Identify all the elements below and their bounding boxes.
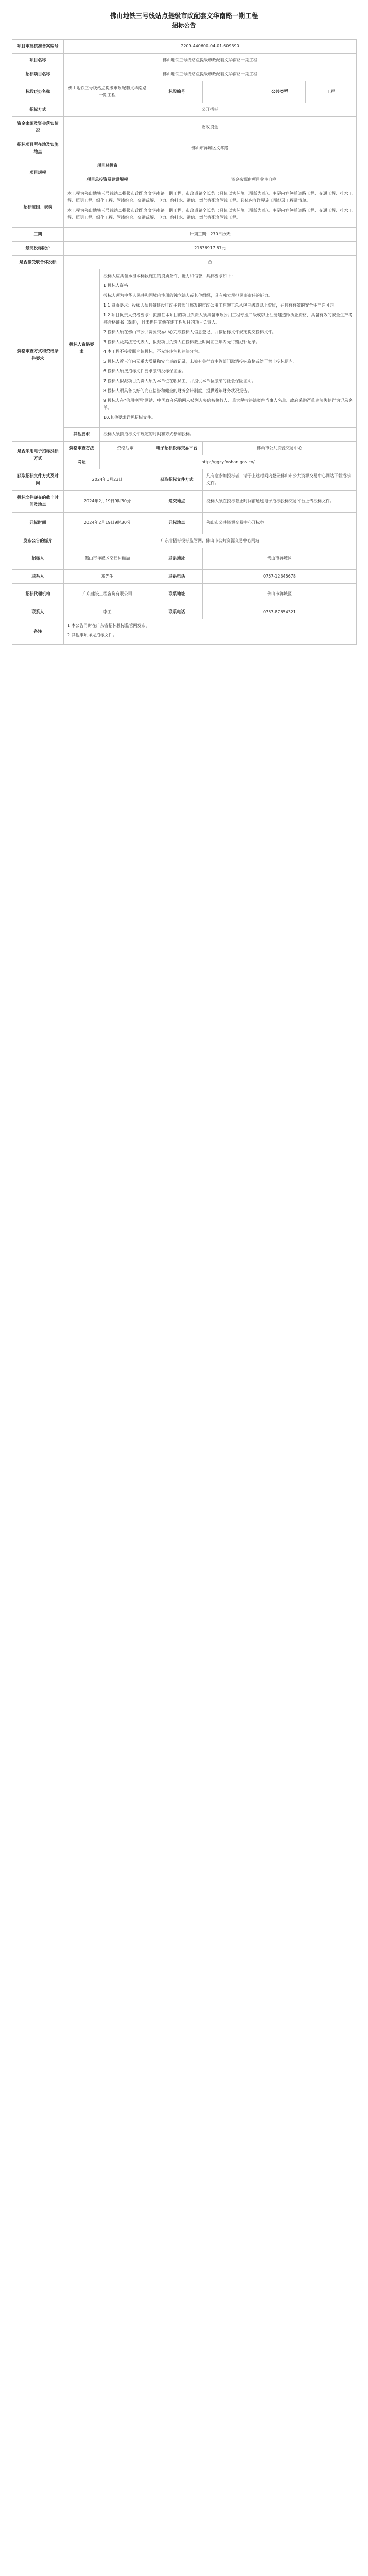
label-deadline-place: 递交地点 bbox=[151, 490, 203, 512]
label-notes: 备注 bbox=[12, 619, 64, 644]
qualification-item: 1.投标人资格： bbox=[103, 283, 132, 288]
value-tenderer: 佛山市禅城区交通运输局 bbox=[64, 548, 151, 569]
qualification-item: 投标人须为中华人民共和国境内注册的独立法人或其他组织，具有独立承担民事责任的能力。 bbox=[103, 293, 272, 298]
label-qualification-sub: 投标人资格要求 bbox=[64, 269, 100, 427]
value-scale-amount bbox=[151, 159, 357, 173]
value-tenderer-addr: 佛山市禅城区 bbox=[203, 548, 357, 569]
label-location: 招标项目所在地及实施地点 bbox=[12, 138, 64, 159]
value-qualification bbox=[100, 269, 357, 427]
value-contact-phone: 0757-12345678 bbox=[203, 569, 357, 583]
row-scale-sub bbox=[12, 173, 357, 187]
label-joint: 是否接受联合体投标 bbox=[12, 255, 64, 269]
label-open-place: 开标地点 bbox=[151, 512, 203, 534]
qualification-item: 1.1 资质要求：投标人须具备建设行政主管部门核发的市政公用工程施工总承包三级或以上资质，并具有有效的安全生产许可证。 bbox=[103, 302, 338, 308]
label-section-code: 标段编号 bbox=[151, 81, 203, 103]
label-bid-name: 招标项目名称 bbox=[12, 67, 64, 81]
row-joint bbox=[12, 255, 357, 269]
value-joint: 否 bbox=[64, 255, 357, 269]
page-title: 佛山地铁三号线站点提级市政配套文华南路一期工程 bbox=[110, 12, 258, 20]
qualification-item: 9.投标人在"信用中国"网站、中国政府采购网未被列入失信被执行人、重大税收违法案件当事人名单、政府采购严重违法失信行为记录名单。 bbox=[103, 398, 353, 410]
value-agent-addr: 佛山市禅城区 bbox=[203, 583, 357, 605]
label-duration: 工期 bbox=[12, 227, 64, 241]
qualification-list bbox=[103, 273, 353, 421]
qualification-item: 4.本工程不接受联合体投标，不允许转包和违法分包。 bbox=[103, 349, 202, 354]
qualification-item: 6.投标人须按招标文件要求缴纳投标保证金。 bbox=[103, 368, 186, 374]
qualification-item: 投标人应具备承担本标段施工的资质条件、能力和信誉，具体要求如下： bbox=[103, 273, 235, 278]
row-contact bbox=[12, 569, 357, 583]
note-item: 2.其他事项详见招标文件。 bbox=[67, 632, 117, 637]
label-agent-contact: 联系人 bbox=[12, 605, 64, 619]
value-agent-contact: 李工 bbox=[64, 605, 151, 619]
scope-text-1: 本工程为佛山地铁三号线站点提级市政配套文华南路一期工程，市政道路全长约（具体以实际施工图纸为准）。主要内容包括道路工程、交通工程、排水工程、照明工程、绿化工程、管线综合、交通疏解、电力、给排水、通信、燃气等配套管线工程。具体内容详见施工图纸及工程量清单。 bbox=[67, 191, 353, 203]
label-contact-phone: 联系电话 bbox=[151, 569, 203, 583]
label-scope: 招标范围、规模 bbox=[12, 187, 64, 227]
value-review-url[interactable]: http://ggzy.foshan.gov.cn/ bbox=[100, 455, 357, 469]
row-review bbox=[12, 441, 357, 455]
value-other-req: 投标人须按招标文件规定的时间和方式参加投标。 bbox=[100, 427, 357, 441]
label-scale: 项目规模 bbox=[12, 159, 64, 187]
value-limit-price: 21636917.67元 bbox=[64, 241, 357, 255]
label-agent-addr: 联系地址 bbox=[151, 583, 203, 605]
value-publish: 广东省招标投标监管网、佛山市公共资源交易中心网站 bbox=[64, 534, 357, 548]
row-bid-name bbox=[12, 67, 357, 81]
label-bid-doc-method: 获取招标文件方式 bbox=[151, 469, 203, 490]
scope-text-2: 本工程为佛山地铁三号线站点提级市政配套文华南路一期工程，市政道路全长约（具体以实际施工图纸为准）。主要内容包括道路工程、交通工程、排水工程、照明工程、绿化工程、管线综合、交通疏解、电力、给排水、通信、燃气等配套管线工程。 bbox=[67, 208, 353, 220]
row-deadline bbox=[12, 490, 357, 512]
row-review-url bbox=[12, 455, 357, 469]
row-scale bbox=[12, 159, 357, 173]
value-project-name: 佛山地铁三号线站点提级市政配套文华南路一期工程 bbox=[64, 53, 357, 67]
value-location: 佛山市禅城区文华路 bbox=[64, 138, 357, 159]
qualification-item: 7.投标人拟派项目负责人须为本单位在职员工，并提供本单位缴纳的社会保险证明。 bbox=[103, 378, 256, 383]
value-section-code bbox=[203, 81, 254, 103]
row-project-name bbox=[12, 53, 357, 67]
label-agent-phone: 联系电话 bbox=[151, 605, 203, 619]
announcement-page bbox=[0, 0, 368, 665]
label-other-req: 其他要求 bbox=[64, 427, 100, 441]
row-agent bbox=[12, 583, 357, 605]
label-review-site: 电子招标投标交易平台 bbox=[151, 441, 203, 455]
row-limit-price bbox=[12, 241, 357, 255]
label-mode: 招标方式 bbox=[12, 103, 64, 116]
notes-list bbox=[67, 622, 353, 639]
label-tenderer-addr: 联系地址 bbox=[151, 548, 203, 569]
row-qualification bbox=[12, 269, 357, 427]
value-bid-doc-method: 凡有意参加投标者，请于上述时间内登录佛山市公共资源交易中心网站下载招标文件。 bbox=[203, 469, 357, 490]
row-location bbox=[12, 138, 357, 159]
qualification-item: 8.投标人须具备良好的商业信誉和健全的财务会计制度，提供近年财务状况报告。 bbox=[103, 388, 252, 393]
value-scope bbox=[64, 187, 357, 227]
label-project-name: 项目名称 bbox=[12, 53, 64, 67]
row-other-req bbox=[12, 427, 357, 441]
value-agent: 广东建设工程咨询有限公司 bbox=[64, 583, 151, 605]
label-open: 开标时间 bbox=[12, 512, 64, 534]
label-agent: 招标代理机构 bbox=[12, 583, 64, 605]
label-scale-amount: 项目总投资 bbox=[64, 159, 151, 173]
row-open bbox=[12, 512, 357, 534]
value-section: 佛山地铁三号线站点提级市政配套文华南路一期工程 bbox=[64, 81, 151, 103]
announcement-table bbox=[12, 39, 357, 645]
label-tenderer: 招标人 bbox=[12, 548, 64, 569]
value-scale-sub: 资金来源由项目业主自筹 bbox=[151, 173, 357, 187]
label-funds: 资金来源及资金落实情况 bbox=[12, 116, 64, 138]
qualification-item: 10.其他要求详见招标文件。 bbox=[103, 415, 155, 420]
label-bid-doc: 获取招标文件方式及时间 bbox=[12, 469, 64, 490]
value-bid-name: 佛山地铁三号线站点提级市政配套文华南路一期工程 bbox=[64, 67, 357, 81]
note-item: 1.本公告同时在广东省招标投标监管网发布。 bbox=[67, 623, 150, 628]
label-review-method: 资格审查方法 bbox=[64, 441, 100, 455]
label-section: 标段(包)名称 bbox=[12, 81, 64, 103]
value-review-method: 资格后审 bbox=[100, 441, 151, 455]
label-qualification: 资格审查方式和资格条件要求 bbox=[12, 269, 64, 441]
value-review-site: 佛山市公共资源交易中心 bbox=[203, 441, 357, 455]
qualification-item: 3.投标人及其法定代表人、拟派项目负责人在投标截止时间前三年内无行贿犯罪记录。 bbox=[103, 339, 260, 344]
value-bid-doc-time: 2024年1月23日 bbox=[64, 469, 151, 490]
value-deadline-time: 2024年2月19日9时30分 bbox=[64, 490, 151, 512]
qualification-item: 5.投标人近三年内无重大质量和安全事故记录，未被有关行政主管部门取消投标资格或处于禁止投标期内。 bbox=[103, 359, 297, 364]
row-mode bbox=[12, 103, 357, 116]
row-section bbox=[12, 81, 357, 103]
label-publish: 发布公告的媒介 bbox=[12, 534, 64, 548]
value-agent-phone: 0757-87654321 bbox=[203, 605, 357, 619]
row-notes bbox=[12, 619, 357, 644]
qualification-item: 2.投标人须在佛山市公共资源交易中心完成投标人信息登记，并按招标文件规定提交投标文件。 bbox=[103, 329, 276, 334]
label-review-url: 网址 bbox=[64, 455, 100, 469]
row-agent-contact bbox=[12, 605, 357, 619]
value-open-time: 2024年2月19日9时30分 bbox=[64, 512, 151, 534]
label-project-code: 项目审批核准备案编号 bbox=[12, 39, 64, 53]
row-duration bbox=[12, 227, 357, 241]
page-subtitle: 招标公告 bbox=[172, 21, 196, 29]
value-duration: 计划工期：270日历天 bbox=[64, 227, 357, 241]
value-open-place: 佛山市公共资源交易中心开标室 bbox=[203, 512, 357, 534]
value-project-code: 2209-440600-04-01-609390 bbox=[64, 39, 357, 53]
value-section-type: 工程 bbox=[306, 81, 357, 103]
value-mode: 公开招标 bbox=[64, 103, 357, 116]
value-deadline-place: 投标人须在投标截止时间前通过电子招标投标交易平台上传投标文件。 bbox=[203, 490, 357, 512]
value-funds: 财政资金 bbox=[64, 116, 357, 138]
row-project-code bbox=[12, 39, 357, 53]
row-scope bbox=[12, 187, 357, 227]
label-scale-sub: 项目总投资及建设规模 bbox=[64, 173, 151, 187]
label-contact: 联系人 bbox=[12, 569, 64, 583]
value-notes bbox=[64, 619, 357, 644]
label-deadline: 投标文件递交的截止时间及地点 bbox=[12, 490, 64, 512]
value-contact: 邓先生 bbox=[64, 569, 151, 583]
row-bid-doc bbox=[12, 469, 357, 490]
label-limit-price: 最高投标限价 bbox=[12, 241, 64, 255]
row-tenderer bbox=[12, 548, 357, 569]
row-funds bbox=[12, 116, 357, 138]
row-publish bbox=[12, 534, 357, 548]
announcement-header bbox=[12, 11, 356, 30]
qualification-item: 1.2 项目负责人资格要求：拟担任本项目的项目负责人须具备市政公用工程专业二级或以上注册建造师执业资格，具备有效的安全生产考核合格证书（B证），且未担任其他在建工程项目的项目负责人。 bbox=[103, 312, 353, 325]
label-section-type: 公共类型 bbox=[254, 81, 306, 103]
label-review: 是否采用电子招标投标方式 bbox=[12, 441, 64, 469]
